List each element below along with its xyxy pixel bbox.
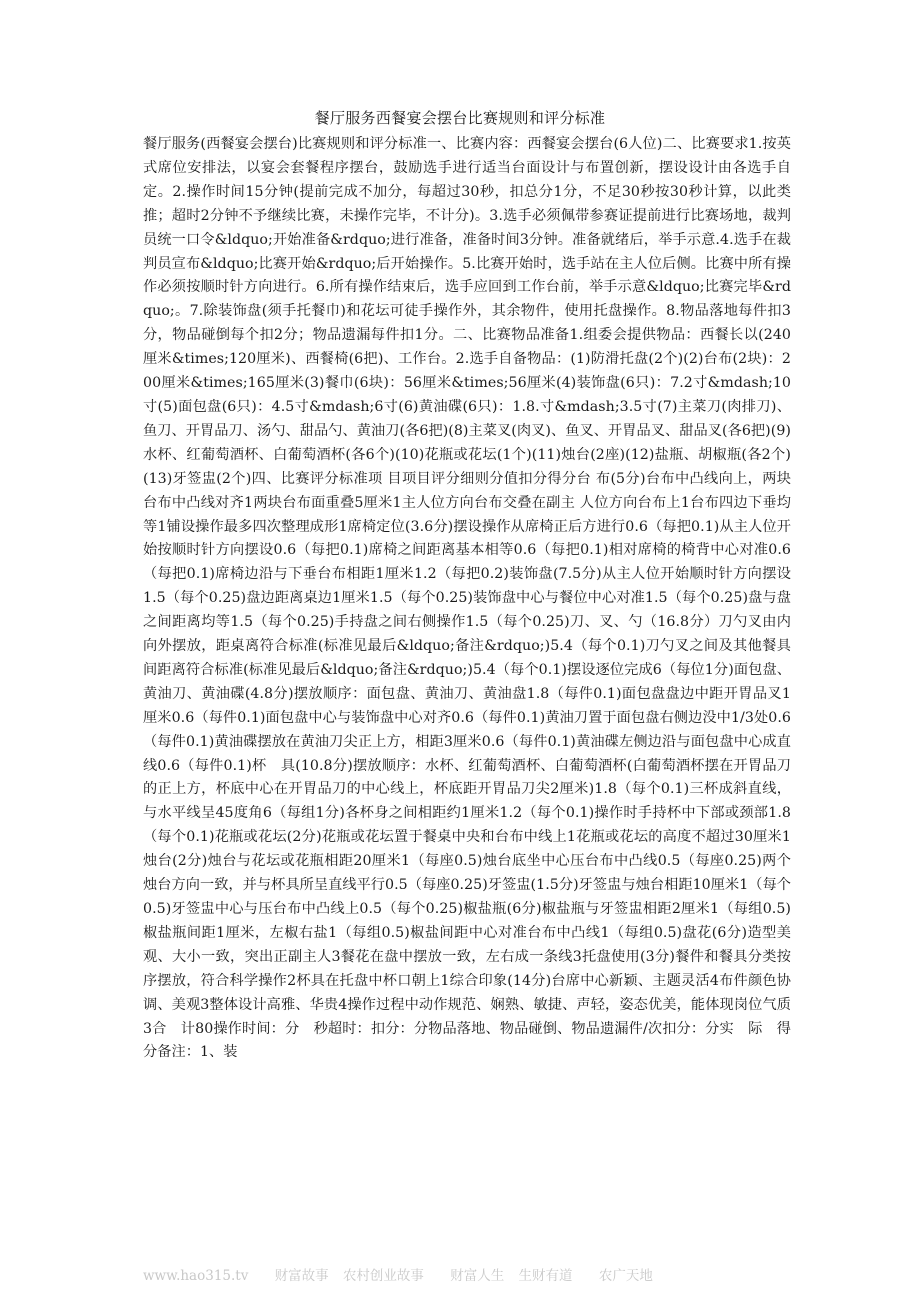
footer-link-3: 财富人生 xyxy=(450,1268,505,1284)
footer-site: www.hao315.tv xyxy=(143,1268,249,1284)
footer-link-5: 农广天地 xyxy=(598,1268,653,1284)
footer-watermark xyxy=(143,1264,663,1284)
footer-link-4: 生财有道 xyxy=(518,1268,573,1284)
document-body: 餐厅服务(西餐宴会摆台)比赛规则和评分标准一、比赛内容：西餐宴会摆台(6人位)二、比赛要求1.按英式席位安排法，以宴会套餐程序摆台，鼓励选手进行适当台面设计与布置创新，摆设设计由各选手自定。2.操作时间15分钟(提前完成不加分，每超过30秒，扣总分1分，不足30秒按30秒计算，以此类推；超时2分钟不予继续比赛，未操作完毕，不计分)。3.选手必须佩带参赛证提前进行比赛场地，裁判员统一口令&ldquo;开始准备&rdquo;进行准备，准备时间3分钟。准备就绪后，举手示意.4.选手在裁判员宣布&ldquo;比赛开始&rdquo;后开始操作。5.比赛开始时，选手站在主人位后侧。比赛中所有操作必须按顺时针方向进行。6.所有操作结束后，选手应回到工作台前，举手示意&ldquo;比赛完毕&rdquo;。7.除装饰盘(须手托餐巾)和花坛可徒手操作外，其余物件，使用托盘操作。8.物品落地每件扣3分，物品碰倒每个扣2分；物品遗漏每件扣1分。二、比赛物品准备1.组委会提供物品：西餐长以(240厘米&times;120厘米)、西餐椅(6把)、工作台。2.选手自备物品：(1)防滑托盘(2个)(2)台布(2块)：200厘米&times;165厘米(3)餐巾(6块)：56厘米&times;56厘米(4)装饰盘(6只)：7.2寸&mdash;10寸(5)面包盘(6只)：4.5寸&mdash;6寸(6)黄油碟(6只)：1.8.寸&mdash;3.5寸(7)主菜刀(肉排刀)、鱼刀、开胃品刀、汤勺、甜品勺、黄油刀(各6把)(8)主菜叉(肉叉)、鱼叉、开胃品叉、甜品叉(各6把)(9)水杯、红葡萄酒杯、白葡萄酒杯(各6个)(10)花瓶或花坛(1个)(11)烛台(2座)(12)盐瓶、胡椒瓶(各2个)(13)牙签盅(2个)四、比赛评分标准项 目项目评分细则分值扣分得分台 布(5分)台布中凸线向上，两块台布中凸线对齐1两块台布面重叠5厘米1主人位方向台布交叠在副主 人位方向台布上1台布四边下垂均等1铺设操作最多四次整理成形1席椅定位(3.6分)摆设操作从席椅正后方进行0.6（每把0.1)从主人位开始按顺时针方向摆设0.6（每把0.1)席椅之间距离基本相等0.6（每把0.1)相对席椅的椅背中心对准0.6（每把0.1)席椅边沿与下垂台布相距1厘米1.2（每把0.2)装饰盘(7.5分)从主人位开始顺时针方向摆设1.5（每个0.25)盘边距离桌边1厘米1.5（每个0.25)装饰盘中心与餐位中心对准1.5（每个0.25)盘与盘之间距离均等1.5（每个0.25)手持盘之间右侧操作1.5（每个0.25)刀、叉、勺（16.8分）刀勺叉由内向外摆放，距桌离符合标准(标准见最后&ldquo;备注&rdquo;)5.4（每个0.1)刀勺叉之间及其他餐具间距离符合标准(标准见最后&ldquo;备注&rdquo;)5.4（每个0.1)摆设逐位完成6（每位1分)面包盘、黄油刀、黄油碟(4.8分)摆放顺序：面包盘、黄油刀、黄油盘1.8（每件0.1)面包盘盘边中距开胃品叉1厘米0.6（每件0.1)面包盘中心与装饰盘中心对齐0.6（每件0.1)黄油刀置于面包盘右侧边没中1/3处0.6（每件0.1)黄油碟摆放在黄油刀尖正上方，相距3厘米0.6（每件0.1)黄油碟左侧边沿与面包盘中心成直线0.6（每件0.1)杯 具(10.8分)摆放顺序：水杯、红葡萄酒杯、白葡萄酒杯(白葡萄酒杯摆在开胃品刀的正上方，杯底中心在开胃品刀的中心线上，杯底距开胃品刀尖2厘米)1.8（每个0.1)三杯成斜直线，与水平线呈45度角6（每组1分)各杯身之间相距约1厘米1.2（每个0.1)操作时手持杯中下部或颈部1.8（每个0.1)花瓶或花坛(2分)花瓶或花坛置于餐桌中央和台布中线上1花瓶或花坛的高度不超过30厘米1烛台(2分)烛台与花坛或花瓶相距20厘米1（每座0.5)烛台底坐中心压台布中凸线0.5（每座0.25)两个烛台方向一致，并与杯具所呈直线平行0.5（每座0.25)牙签盅(1.5分)牙签盅与烛台相距10厘米1（每个0.5)牙签盅中心与压台布中凸线上0.5（每个0.25)椒盐瓶(6分)椒盐瓶与牙签盅相距2厘米1（每组0.5)椒盐瓶间距1厘米，左椒右盐1（每组0.5)椒盐间距中心对准台布中凸线1（每组0.5)盘花(6分)造型美观、大小一致，突出正副主人3餐花在盘中摆放一致，左右成一条线3托盘使用(3分)餐件和餐具分类按序摆放，符合科学操作2杯具在托盘中杯口朝上1综合印象(14分)台席中心新颖、主题灵活4布件颜色协调、美观3整体设计高雅、华贵4操作过程中动作规范、娴熟、敏捷、声轻，姿态优美，能体现岗位气质3合 计80操作时间：分 秒超时：扣分：分物品落地、物品碰倒、物品遗漏件/次扣分：分实 际 得 分备注：1、装 xyxy=(143,136,806,1061)
footer-link-1: 财富故事 xyxy=(274,1268,329,1284)
document-title: 餐厅服务西餐宴会摆台比赛规则和评分标准 xyxy=(314,109,606,127)
footer-link-2: 农村创业故事 xyxy=(342,1268,424,1284)
